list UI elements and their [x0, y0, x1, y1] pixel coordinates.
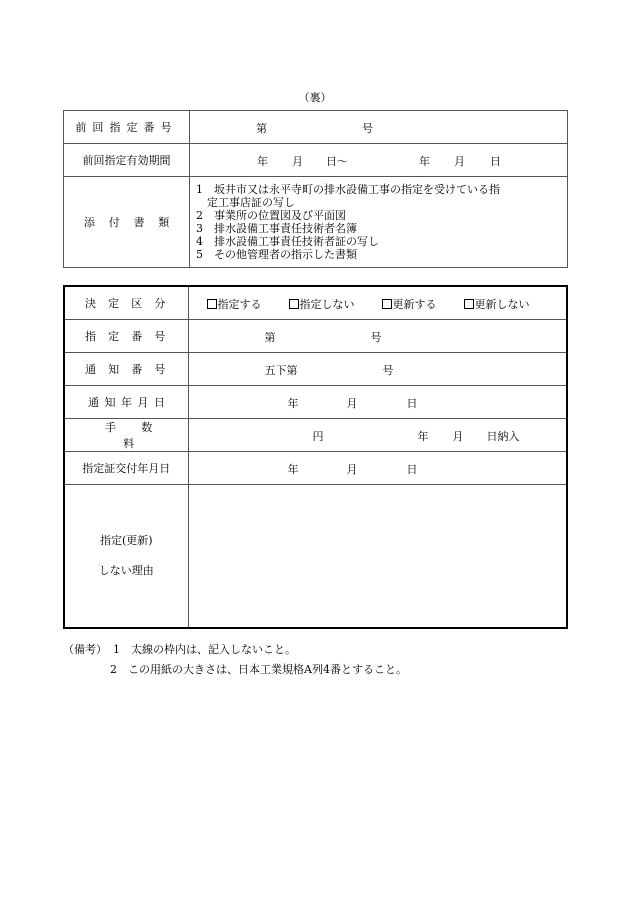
previous-number-field[interactable]: [190, 111, 568, 144]
decision-options: [188, 286, 567, 320]
checkbox-renew[interactable]: [382, 299, 392, 309]
option-not-designate[interactable]: 指定しない: [289, 296, 355, 312]
row-decision: [64, 286, 567, 320]
row-notice-date: [64, 386, 567, 419]
checkbox-not-renew[interactable]: [464, 299, 474, 309]
row-fee: [64, 419, 567, 452]
notice-date-label: 通知年月日: [64, 386, 188, 419]
note-item: 1 太線の枠内は、記入しないこと。: [113, 643, 296, 656]
notice-date-year: 年: [287, 397, 299, 410]
period-start-year: 年: [257, 155, 268, 168]
attachments-label: 添付書類: [64, 177, 190, 268]
designation-prefix: 第: [264, 331, 276, 344]
designation-number-field[interactable]: [188, 320, 567, 353]
period-end-month: 月: [454, 155, 465, 168]
attachment-item: 1 坂井市又は永平寺町の排水設備工事の指定を受けている指: [196, 183, 500, 196]
fee-month: 月: [452, 430, 464, 443]
notice-date-field[interactable]: [188, 386, 567, 419]
attachments-list: [190, 177, 568, 268]
row-issue-date: [64, 452, 567, 485]
note-item: 2 この用紙の大きさは、日本工業規格A列4番とすること。: [110, 663, 407, 676]
row-reason: [64, 485, 567, 628]
previous-period-label: 前回指定有効期間: [64, 144, 190, 177]
notice-number-prefix: 五下第: [264, 364, 298, 377]
attachment-item: 3 排水設備工事責任技術者名簿: [196, 222, 357, 235]
note-row-2: [63, 660, 407, 680]
attachment-item: 定工事店証の写し: [196, 196, 295, 209]
fee-year: 年: [417, 430, 429, 443]
previous-info-table: [63, 110, 568, 268]
decision-label: 決定区分: [64, 286, 188, 320]
row-designation-number: [64, 320, 567, 353]
previous-period-field[interactable]: [190, 144, 568, 177]
notes-prefix: （備考）: [63, 643, 107, 656]
fee-paid: 日納入: [486, 430, 520, 443]
page-heading: （裏）: [298, 91, 332, 104]
designation-suffix: 号: [370, 331, 382, 344]
notes: [63, 640, 407, 680]
row-notice-number: [64, 353, 567, 386]
period-end-year: 年: [419, 155, 430, 168]
option-renew[interactable]: 更新する: [382, 296, 437, 312]
issue-date-year: 年: [287, 463, 299, 476]
designation-number-label: 指定番号: [64, 320, 188, 353]
attachment-item: 5 その他管理者の指示した書類: [196, 248, 357, 261]
issue-date-day: 日: [406, 463, 418, 476]
decision-table: [63, 285, 568, 629]
option-designate[interactable]: 指定する: [207, 296, 262, 312]
notice-date-day: 日: [406, 397, 418, 410]
attachment-item: 4 排水設備工事責任技術者証の写し: [196, 235, 379, 248]
previous-number-label: 前回指定番号: [64, 111, 190, 144]
issue-date-month: 月: [346, 463, 358, 476]
note-row-1: [63, 640, 407, 660]
row-attachments: [64, 177, 568, 268]
fee-field[interactable]: [188, 419, 567, 452]
period-start-day: 日～: [326, 155, 348, 168]
issue-date-label: 指定証交付年月日: [64, 452, 188, 485]
attachment-item: 2 事業所の位置図及び平面図: [196, 209, 346, 222]
checkbox-not-designate[interactable]: [289, 299, 299, 309]
fee-label: 手数料: [64, 419, 188, 452]
reason-field[interactable]: [188, 485, 567, 628]
fee-yen: 円: [312, 430, 324, 443]
reason-label: [64, 485, 188, 628]
reason-label-line2: しない理由: [98, 563, 154, 577]
period-start-month: 月: [292, 155, 303, 168]
reason-label-line1: 指定(更新): [99, 533, 153, 547]
notice-number-field[interactable]: [188, 353, 567, 386]
previous-number-prefix: 第: [256, 122, 267, 135]
notice-date-month: 月: [346, 397, 358, 410]
notice-number-label: 通知番号: [64, 353, 188, 386]
row-previous-period: [64, 144, 568, 177]
period-end-day: 日: [490, 155, 501, 168]
option-not-renew[interactable]: 更新しない: [464, 296, 530, 312]
previous-number-suffix: 号: [362, 122, 373, 135]
checkbox-designate[interactable]: [207, 299, 217, 309]
issue-date-field[interactable]: [188, 452, 567, 485]
notice-number-suffix: 号: [382, 364, 394, 377]
row-previous-number: [64, 111, 568, 144]
